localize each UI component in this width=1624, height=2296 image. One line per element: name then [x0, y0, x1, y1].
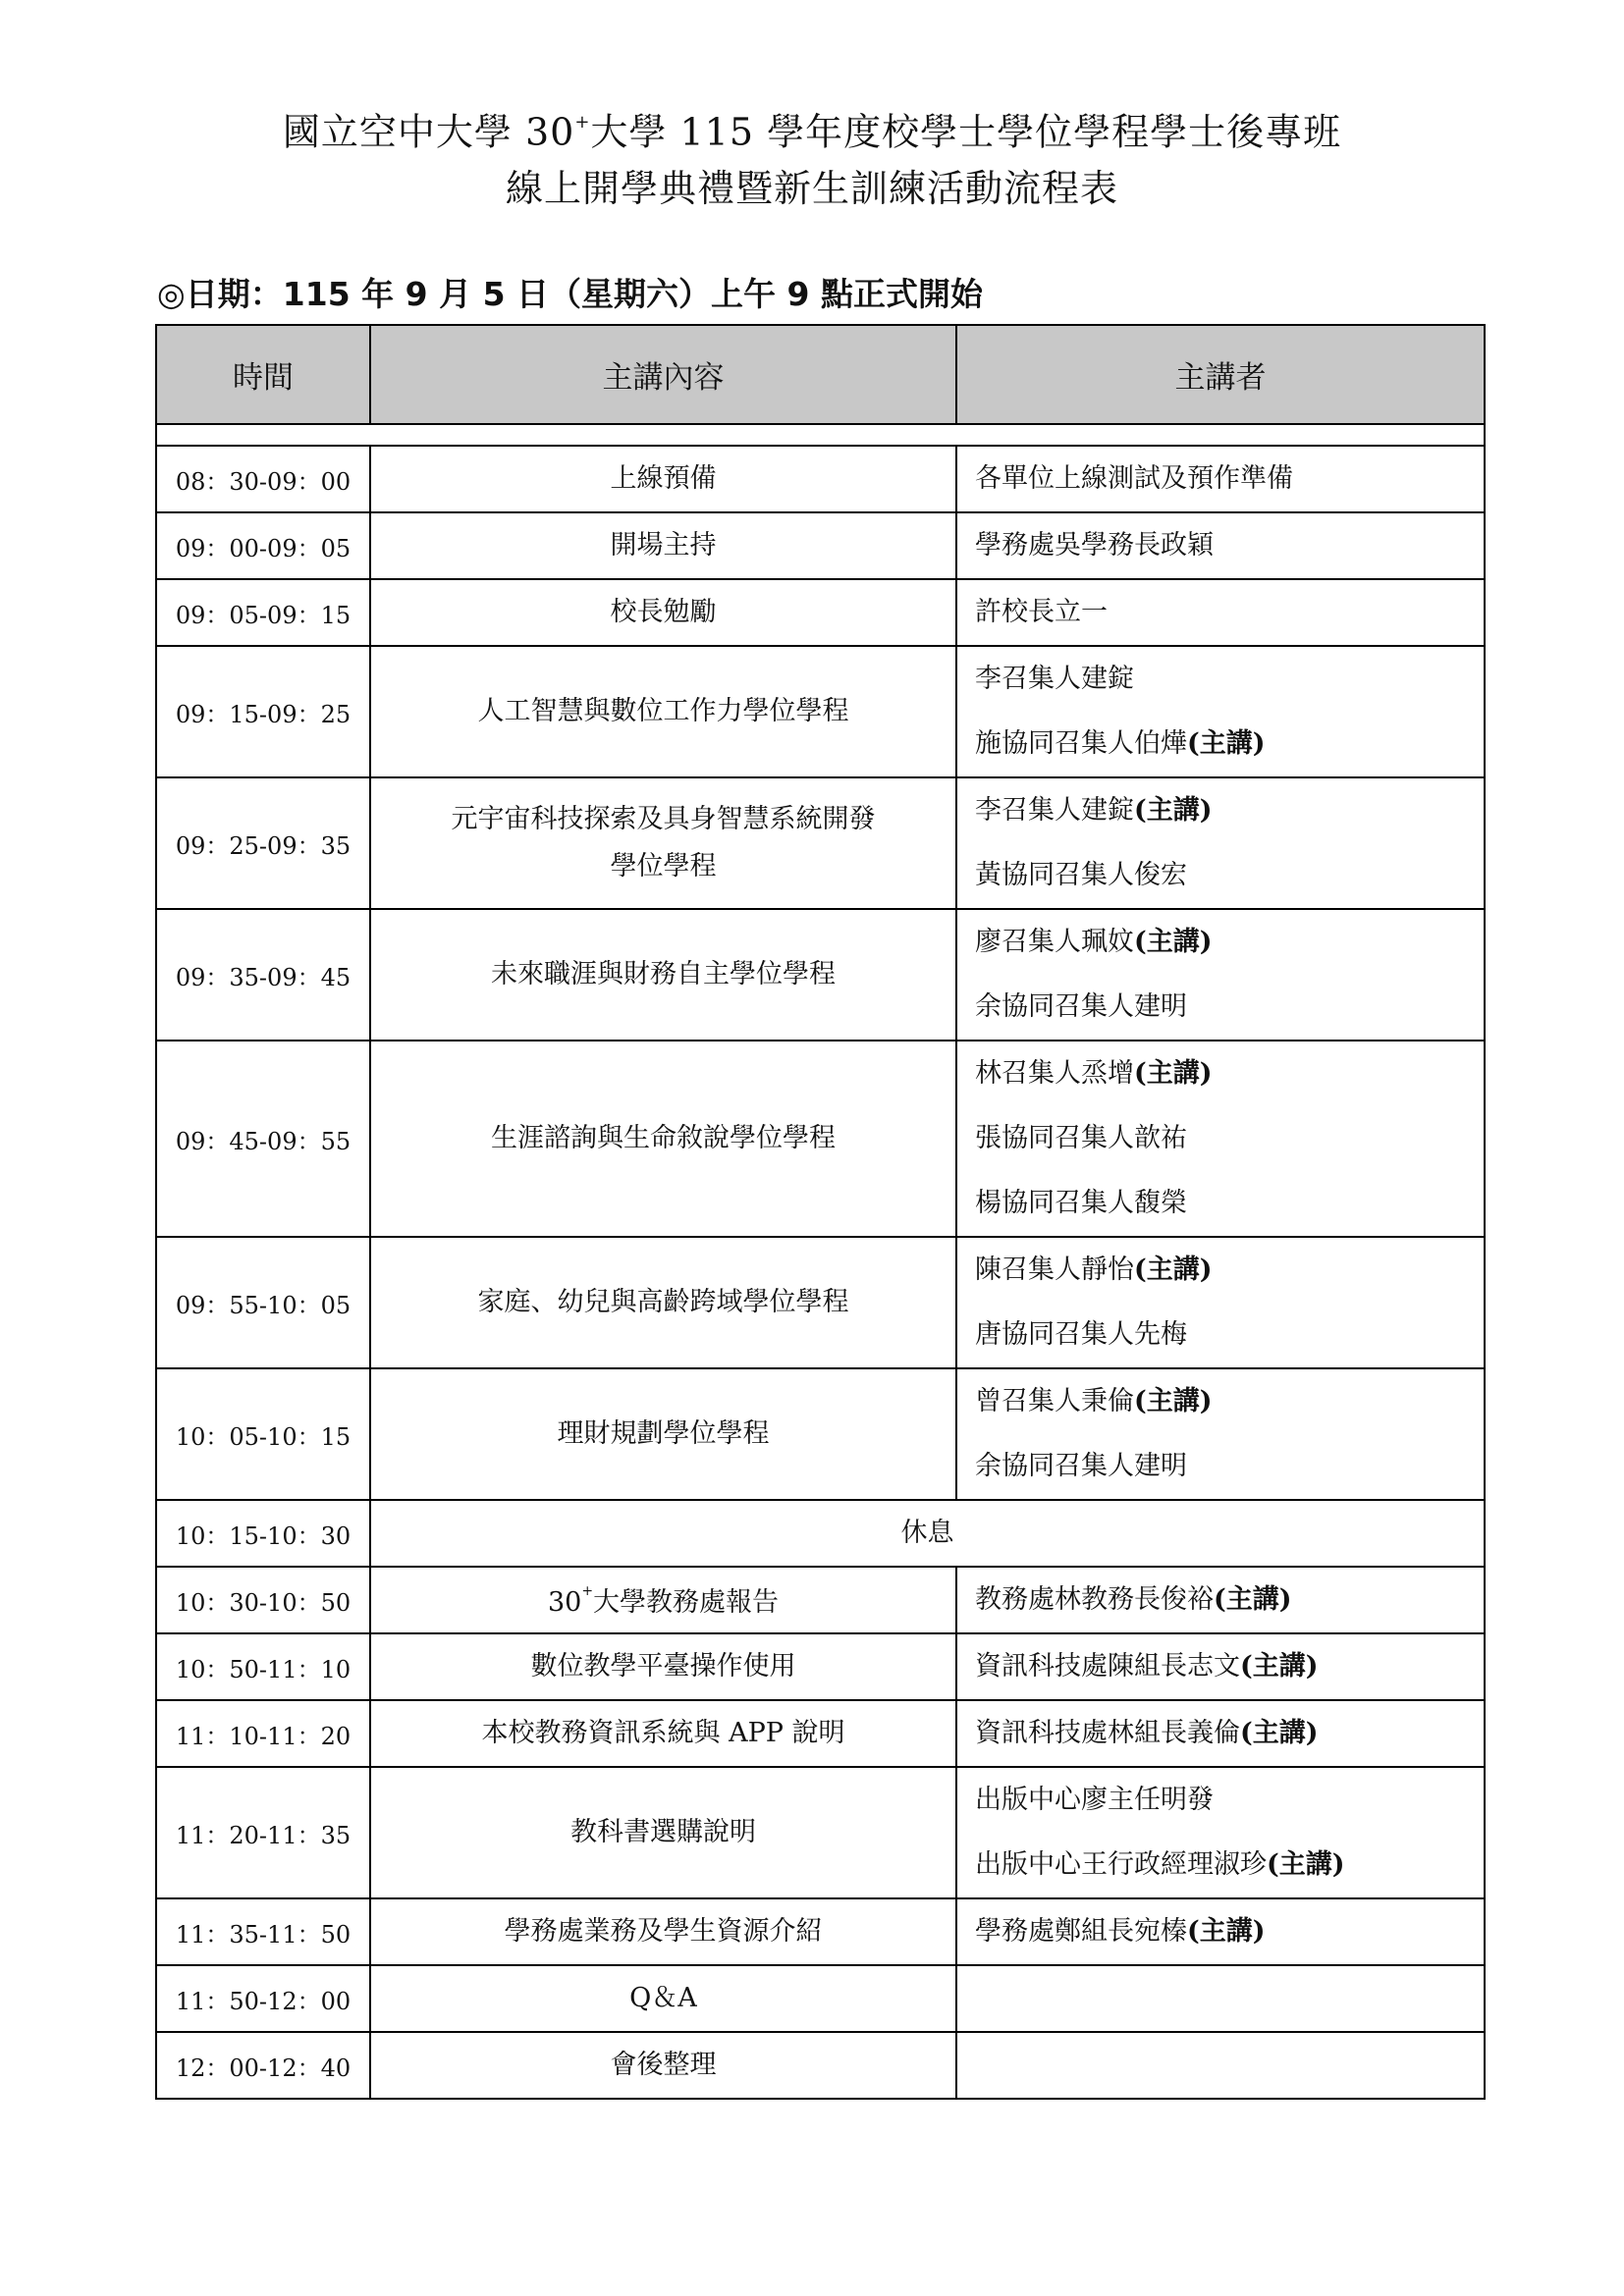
- table-row: [156, 1898, 1485, 1965]
- speaker-name: 學務處鄭組長宛榛: [975, 1916, 1187, 1947]
- table-header-row: [156, 325, 1485, 424]
- speaker-role-tag: (主講): [1134, 927, 1213, 957]
- speaker-line: [975, 1701, 1484, 1766]
- topic-cell: 開場主持: [370, 512, 956, 579]
- time-cell: 09：45-09：55: [156, 1041, 370, 1237]
- speaker-cell: [956, 777, 1485, 909]
- speaker-name: 余協同召集人建明: [975, 991, 1187, 1022]
- speaker-role-tag: (主講): [1134, 1386, 1213, 1416]
- topic-cell: Q＆A: [370, 1965, 956, 2032]
- speaker-cell: [956, 512, 1485, 579]
- table-row: [156, 1965, 1485, 2032]
- speaker-line: [975, 513, 1484, 578]
- speaker-name: 余協同召集人建明: [975, 1451, 1187, 1481]
- topic-cell: 家庭、幼兒與高齡跨域學位學程: [370, 1237, 956, 1368]
- speaker-name: 曾召集人秉倫: [975, 1386, 1134, 1416]
- topic-suffix: 大學教務處報告: [593, 1587, 780, 1618]
- topic-cell: 本校教務資訊系統與 APP 說明: [370, 1700, 956, 1767]
- table-row: [156, 1700, 1485, 1767]
- topic-cell: 數位教學平臺操作使用: [370, 1633, 956, 1700]
- topic-cell: [370, 1567, 956, 1633]
- table-gap-row: [156, 424, 1485, 446]
- gap-cell: [370, 424, 956, 446]
- topic-cell: 學務處業務及學生資源介紹: [370, 1898, 956, 1965]
- speaker-name: 施協同召集人伯燁: [975, 728, 1187, 759]
- topic-cell: 上線預備: [370, 446, 956, 512]
- speaker-cell: [956, 1700, 1485, 1767]
- table-row: [156, 579, 1485, 646]
- time-cell: 12：00-12：40: [156, 2032, 370, 2099]
- speaker-cell: [956, 1237, 1485, 1368]
- schedule-body: [156, 424, 1485, 2099]
- speaker-line: [975, 1238, 1484, 1303]
- table-row: [156, 1633, 1485, 1700]
- table-row: [156, 1237, 1485, 1368]
- speaker-name: 唐協同召集人先梅: [975, 1319, 1187, 1350]
- topic-line: 學位學程: [610, 851, 717, 881]
- time-cell: 10：50-11：10: [156, 1633, 370, 1700]
- speaker-line: [975, 778, 1484, 843]
- speaker-name: 黃協同召集人俊宏: [975, 860, 1187, 890]
- header-time: 時間: [156, 325, 370, 424]
- speaker-line: [975, 1833, 1484, 1897]
- speaker-line: [975, 712, 1484, 776]
- speaker-line: [975, 1634, 1484, 1699]
- speaker-cell: [956, 579, 1485, 646]
- topic-cell: 未來職涯與財務自主學位學程: [370, 909, 956, 1041]
- time-cell: 09：15-09：25: [156, 646, 370, 777]
- topic-cell: [370, 777, 956, 909]
- table-row: [156, 1368, 1485, 1500]
- speaker-line: [975, 1899, 1484, 1964]
- speaker-line: [975, 843, 1484, 908]
- table-row: [156, 1500, 1485, 1567]
- speaker-line: [975, 1106, 1484, 1171]
- time-cell: 09：35-09：45: [156, 909, 370, 1041]
- speaker-cell: [956, 446, 1485, 512]
- speaker-cell: [956, 1567, 1485, 1633]
- table-row: [156, 1767, 1485, 1898]
- speaker-cell: [956, 1965, 1485, 2032]
- speaker-line: [975, 447, 1484, 511]
- gap-cell: [156, 424, 370, 446]
- speaker-line: [975, 1434, 1484, 1499]
- topic-cell: 生涯諮詢與生命敘說學位學程: [370, 1041, 956, 1237]
- speaker-cell: [956, 1898, 1485, 1965]
- speaker-cell: [956, 1368, 1485, 1500]
- speaker-name: 楊協同召集人馥榮: [975, 1188, 1187, 1218]
- speaker-line: [975, 975, 1484, 1040]
- document-title: [0, 98, 1624, 217]
- speaker-cell: [956, 1041, 1485, 1237]
- speaker-role-tag: (主講): [1240, 1718, 1319, 1748]
- speaker-line: [975, 1369, 1484, 1434]
- title-line-1: [0, 98, 1624, 161]
- title-superscript: +: [574, 112, 591, 133]
- table-row: [156, 777, 1485, 909]
- speaker-line: [975, 1171, 1484, 1236]
- topic-cell: 休息: [370, 1500, 1485, 1567]
- time-cell: 10：30-10：50: [156, 1567, 370, 1633]
- topic-line: 元宇宙科技探索及具身智慧系統開發: [451, 804, 876, 834]
- speaker-cell: [956, 1633, 1485, 1700]
- gap-cell: [956, 424, 1485, 446]
- speaker-role-tag: (主講): [1187, 728, 1266, 759]
- speaker-name: 資訊科技處陳組長志文: [975, 1651, 1240, 1682]
- speaker-name: 李召集人建錠: [975, 795, 1134, 826]
- header-topic: 主講內容: [370, 325, 956, 424]
- speaker-role-tag: (主講): [1134, 1255, 1213, 1285]
- speaker-line: [975, 910, 1484, 975]
- topic-cell: 人工智慧與數位工作力學位學程: [370, 646, 956, 777]
- table-row: [156, 909, 1485, 1041]
- speaker-empty: [975, 2033, 1484, 2098]
- speaker-name: 廖召集人珮妏: [975, 927, 1134, 957]
- speaker-name: 資訊科技處林組長義倫: [975, 1718, 1240, 1748]
- speaker-role-tag: (主講): [1214, 1584, 1292, 1615]
- time-cell: 08：30-09：00: [156, 446, 370, 512]
- topic-cell: 理財規劃學位學程: [370, 1368, 956, 1500]
- time-cell: 09：00-09：05: [156, 512, 370, 579]
- time-cell: 09：05-09：15: [156, 579, 370, 646]
- table-row: [156, 512, 1485, 579]
- topic-cell: 校長勉勵: [370, 579, 956, 646]
- speaker-empty: [975, 1966, 1484, 2031]
- schedule-table: [155, 324, 1486, 2100]
- time-cell: 10：15-10：30: [156, 1500, 370, 1567]
- time-cell: 11：50-12：00: [156, 1965, 370, 2032]
- title-line-1-prefix: 國立空中大學 30: [282, 110, 575, 154]
- speaker-line: [975, 1041, 1484, 1106]
- table-row: [156, 646, 1485, 777]
- time-cell: 09：25-09：35: [156, 777, 370, 909]
- speaker-line: [975, 580, 1484, 645]
- speaker-name: 李召集人建錠: [975, 664, 1134, 694]
- speaker-name: 張協同召集人歆祐: [975, 1123, 1187, 1153]
- speaker-role-tag: (主講): [1240, 1651, 1319, 1682]
- time-cell: 10：05-10：15: [156, 1368, 370, 1500]
- speaker-name: 許校長立一: [975, 597, 1108, 627]
- title-line-1-suffix: 大學 115 學年度校學士學位學程學士後專班: [590, 110, 1342, 154]
- speaker-cell: [956, 2032, 1485, 2099]
- speaker-line: [975, 1303, 1484, 1367]
- speaker-cell: [956, 646, 1485, 777]
- topic-superscript: +: [581, 1583, 594, 1599]
- speaker-name: 學務處吳學務長政穎: [975, 530, 1214, 561]
- header-speaker: 主講者: [956, 325, 1485, 424]
- topic-cell: 教科書選購說明: [370, 1767, 956, 1898]
- speaker-role-tag: (主講): [1187, 1916, 1266, 1947]
- speaker-cell: [956, 1767, 1485, 1898]
- table-row: [156, 446, 1485, 512]
- speaker-line: [975, 1768, 1484, 1833]
- speaker-line: [975, 1568, 1484, 1632]
- speaker-name: 教務處林教務長俊裕: [975, 1584, 1214, 1615]
- topic-cell: 會後整理: [370, 2032, 956, 2099]
- date-line: ◎日期：115 年 9 月 5 日（星期六）上午 9 點正式開始: [157, 275, 983, 313]
- time-cell: 11：20-11：35: [156, 1767, 370, 1898]
- table-row: [156, 2032, 1485, 2099]
- speaker-name: 出版中心王行政經理淑珍: [975, 1849, 1267, 1880]
- speaker-name: 出版中心廖主任明發: [975, 1785, 1214, 1815]
- table-row: [156, 1041, 1485, 1237]
- title-line-2: 線上開學典禮暨新生訓練活動流程表: [505, 166, 1118, 210]
- time-cell: 11：10-11：20: [156, 1700, 370, 1767]
- time-cell: 09：55-10：05: [156, 1237, 370, 1368]
- speaker-line: [975, 647, 1484, 712]
- speaker-cell: [956, 909, 1485, 1041]
- speaker-role-tag: (主講): [1267, 1849, 1345, 1880]
- speaker-role-tag: (主講): [1134, 1058, 1213, 1089]
- time-cell: 11：35-11：50: [156, 1898, 370, 1965]
- topic-prefix: 30: [547, 1587, 582, 1618]
- table-row: [156, 1567, 1485, 1633]
- speaker-name: 各單位上線測試及預作準備: [975, 463, 1293, 494]
- speaker-name: 林召集人烝增: [975, 1058, 1134, 1089]
- speaker-name: 陳召集人靜怡: [975, 1255, 1134, 1285]
- speaker-role-tag: (主講): [1134, 795, 1213, 826]
